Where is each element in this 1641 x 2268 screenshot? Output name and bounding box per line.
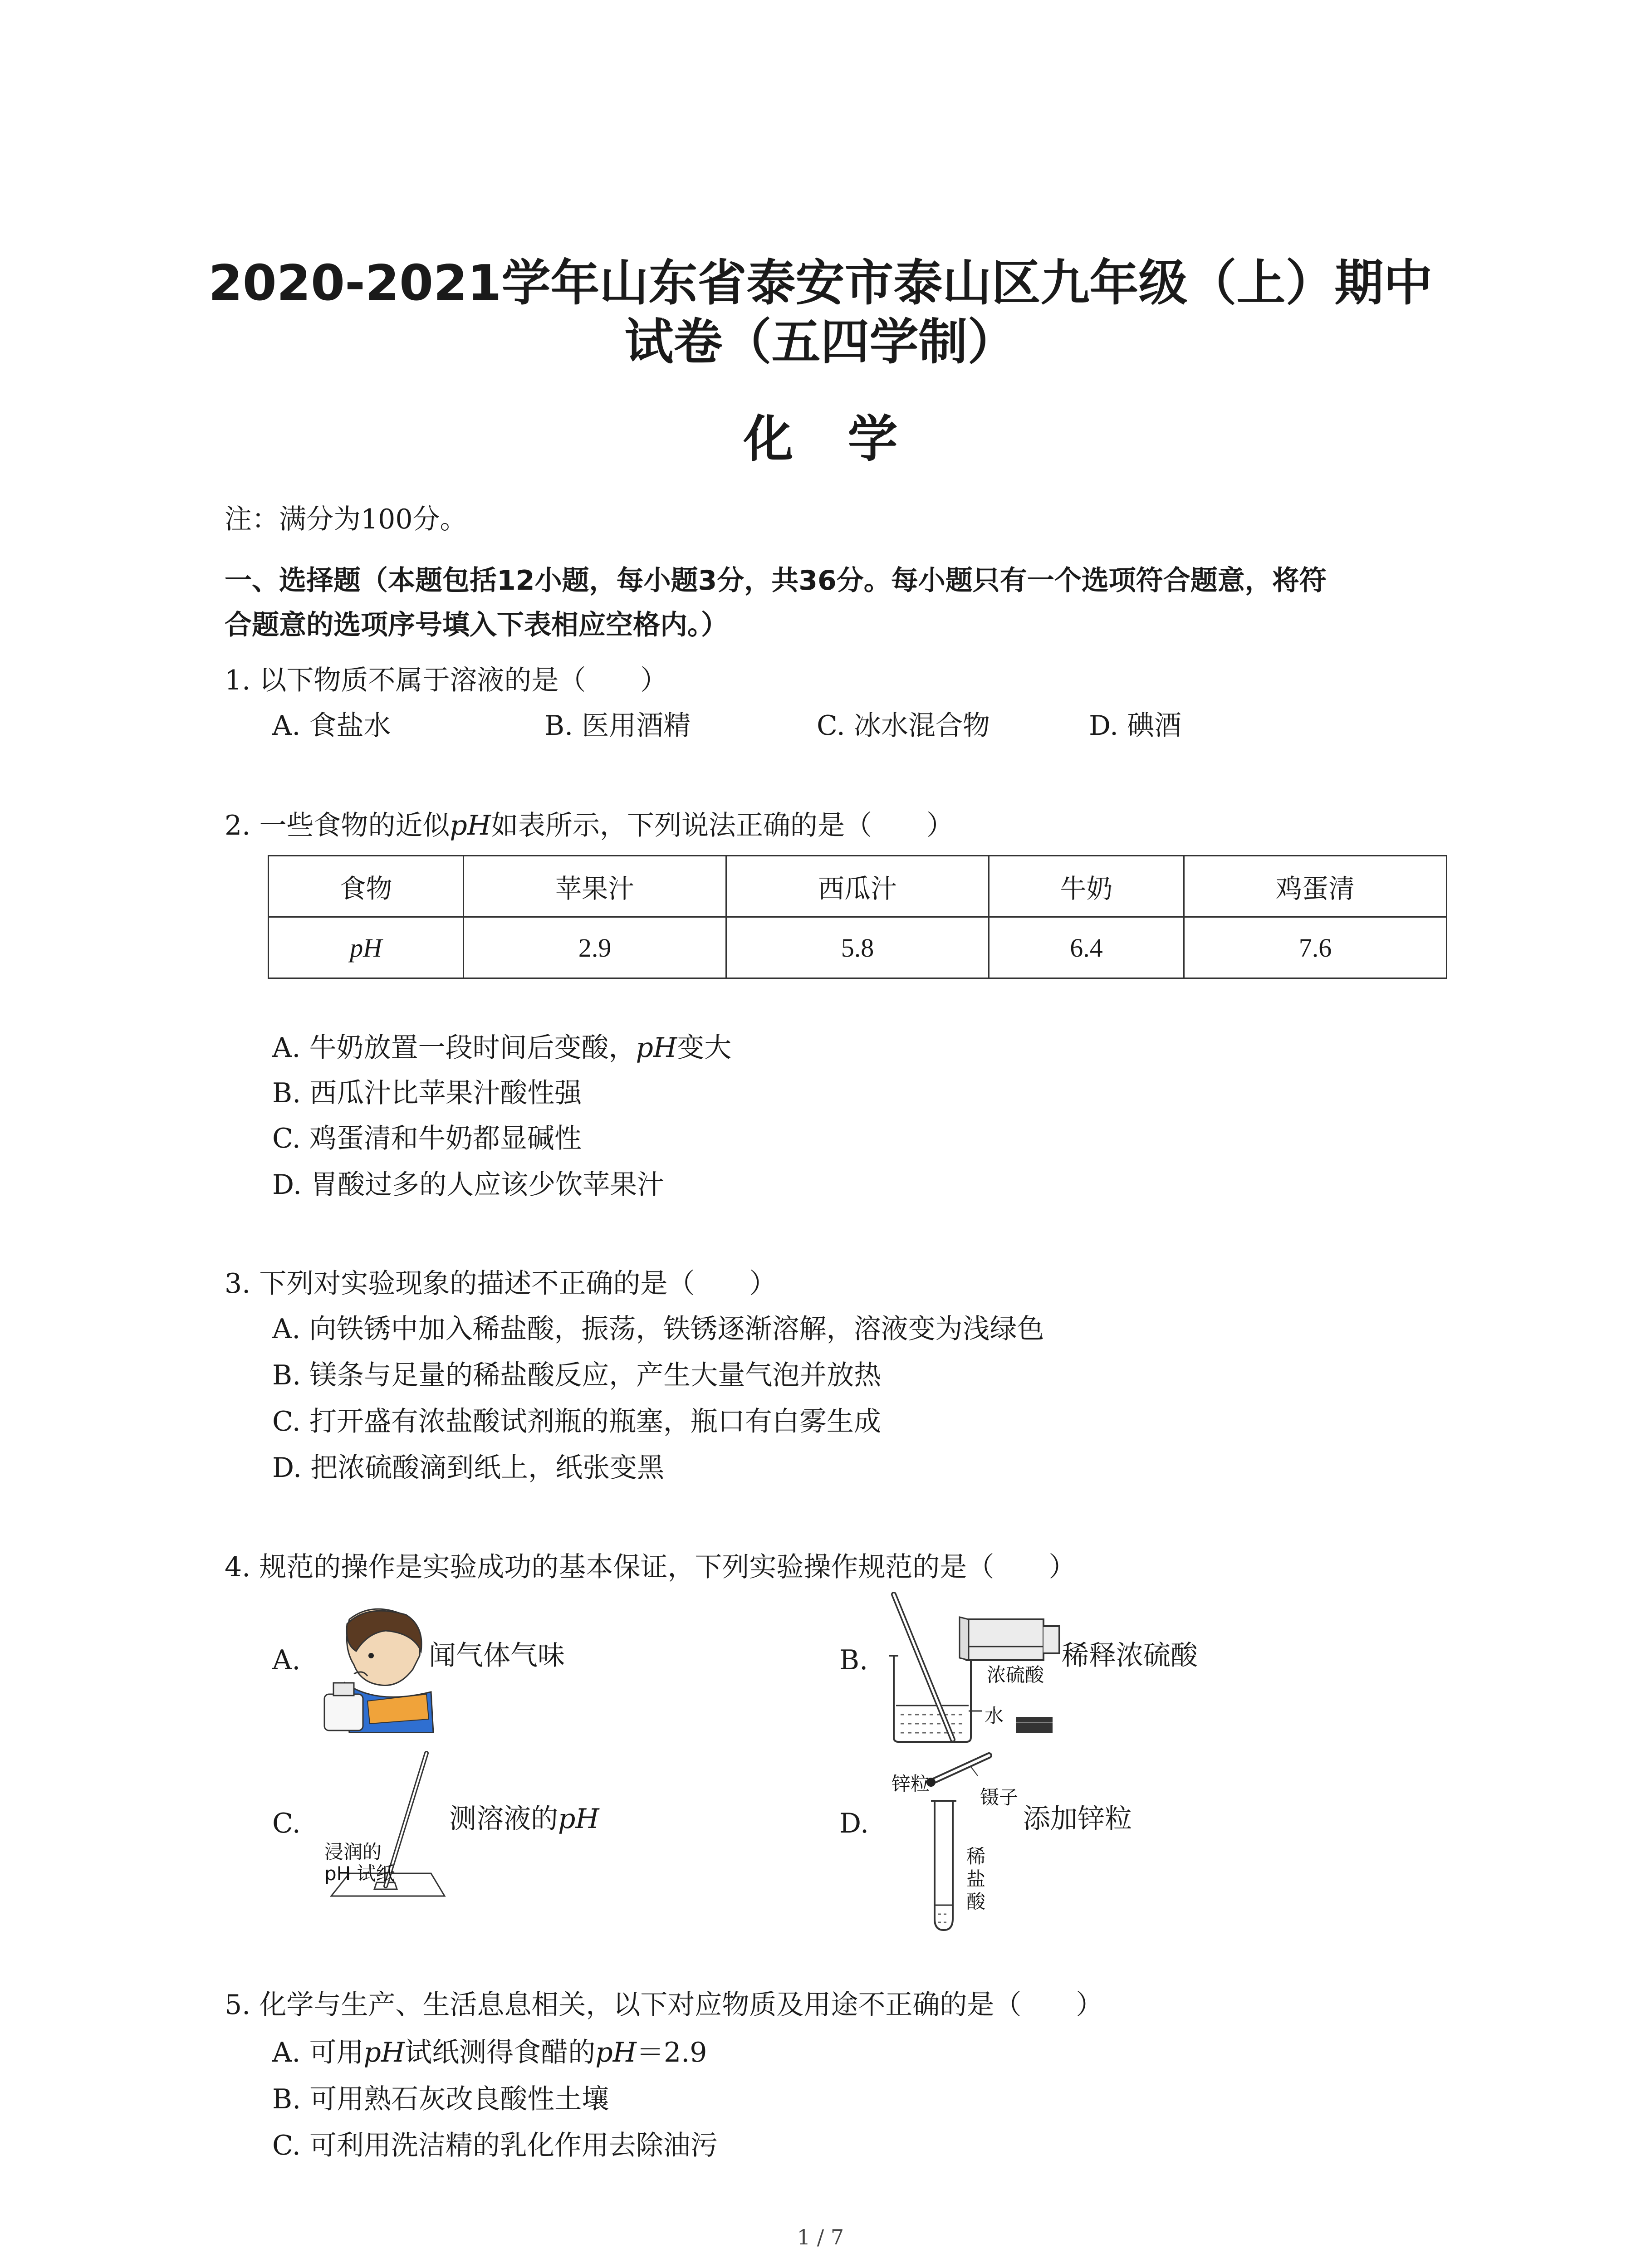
q4-option-a-letter: A. xyxy=(272,1644,301,1676)
q5-option-c: C. 可利用洗洁精的乳化作用去除油污 xyxy=(272,2130,718,2161)
q3-stem: 3. 下列对实验现象的描述不正确的是（ ） xyxy=(225,1268,777,1300)
page-number: 1 / 7 xyxy=(797,2225,844,2249)
table-row xyxy=(269,917,1447,978)
q4-option-c-letter: C. xyxy=(272,1808,301,1839)
q5-stem: 5. 化学与生产、生活息息相关，以下对应物质及用途不正确的是（ ） xyxy=(225,1989,1103,2021)
table-header-cell: 牛奶 xyxy=(989,856,1184,917)
table-cell: pH xyxy=(269,917,464,978)
q3-option-b: B. 镁条与足量的稀盐酸反应，产生大量气泡并放热 xyxy=(272,1359,882,1391)
acid-label-3: 酸 xyxy=(966,1891,986,1913)
q1-option-d: D. 碘酒 xyxy=(1089,710,1182,742)
q1-stem: 1. 以下物质不属于溶液的是（ ） xyxy=(225,665,668,696)
table-cell: 5.8 xyxy=(726,917,989,978)
q3-option-d: D. 把浓硫酸滴到纸上，纸张变黑 xyxy=(272,1452,665,1484)
smell-gas-illustration xyxy=(318,1601,436,1733)
ph-paper-label-line1: 浸润的 xyxy=(324,1841,382,1863)
page-title-line1: 2020-2021学年山东省泰安市泰山区九年级（上）期中 xyxy=(208,255,1433,312)
q4-option-c-text: 测溶液的pH xyxy=(449,1803,599,1835)
q5-option-b: B. 可用熟石灰改良酸性土壤 xyxy=(272,2083,609,2115)
q4-option-b-text: 稀释浓硫酸 xyxy=(1062,1640,1198,1672)
ph-paper-label-line2: pH 试纸 xyxy=(324,1862,395,1885)
page-title-line2: 试卷（五四学制） xyxy=(624,314,1017,371)
q4-option-d-text: 添加锌粒 xyxy=(1023,1803,1132,1835)
q4-option-b-letter: B. xyxy=(839,1644,868,1676)
q1-option-b: B. 医用酒精 xyxy=(544,710,691,742)
q4-stem: 4. 规范的操作是实验成功的基本保证，下列实验操作规范的是（ ） xyxy=(225,1551,1076,1583)
acid-label: 浓硫酸 xyxy=(987,1664,1044,1686)
acid-label-2: 盐 xyxy=(966,1868,986,1890)
section1-heading-line1: 一、选择题（本题包括12小题，每小题3分，共36分。每小题只有一个选项符合题意，将符 xyxy=(225,565,1327,596)
table-cell: 6.4 xyxy=(989,917,1184,978)
subject-title: 化学 xyxy=(743,410,952,468)
q1-option-c: C. 冰水混合物 xyxy=(817,710,990,742)
tweezers-label: 镊子 xyxy=(980,1786,1019,1809)
table-header-cell: 苹果汁 xyxy=(464,856,726,917)
section1-heading-line2: 合题意的选项序号填入下表相应空格内。） xyxy=(225,609,728,641)
q2-option-c: C. 鸡蛋清和牛奶都显碱性 xyxy=(272,1123,582,1154)
zinc-label: 锌粒 xyxy=(892,1773,930,1795)
ph-table xyxy=(268,855,1447,979)
water-label: 水 xyxy=(985,1705,1004,1727)
table-header-cell: 鸡蛋清 xyxy=(1184,856,1447,917)
q2-option-d: D. 胃酸过多的人应该少饮苹果汁 xyxy=(272,1169,665,1201)
score-note: 注：满分为100分。 xyxy=(225,503,467,535)
table-header-cell: 西瓜汁 xyxy=(726,856,989,917)
table-row xyxy=(269,856,1447,917)
q2-option-a: A. 牛奶放置一段时间后变酸，pH变大 xyxy=(272,1032,732,1064)
q1-option-a: A. 食盐水 xyxy=(272,710,391,742)
table-cell: 7.6 xyxy=(1184,917,1447,978)
q5-option-a: A. 可用pH试纸测得食醋的pH＝2.9 xyxy=(272,2037,707,2068)
q3-option-a: A. 向铁锈中加入稀盐酸，振荡，铁锈逐渐溶解，溶液变为浅绿色 xyxy=(272,1313,1044,1345)
q2-option-b: B. 西瓜汁比苹果汁酸性强 xyxy=(272,1077,582,1109)
table-cell: 2.9 xyxy=(464,917,726,978)
q4-option-d-letter: D. xyxy=(839,1808,869,1839)
q4-option-a-text: 闻气体气味 xyxy=(429,1640,565,1672)
q2-stem: 2. 一些食物的近似pH如表所示，下列说法正确的是（ ） xyxy=(225,810,954,841)
acid-label-1: 稀 xyxy=(966,1845,986,1867)
q3-option-c: C. 打开盛有浓盐酸试剂瓶的瓶塞，瓶口有白雾生成 xyxy=(272,1406,881,1437)
table-header-cell: 食物 xyxy=(269,856,464,917)
